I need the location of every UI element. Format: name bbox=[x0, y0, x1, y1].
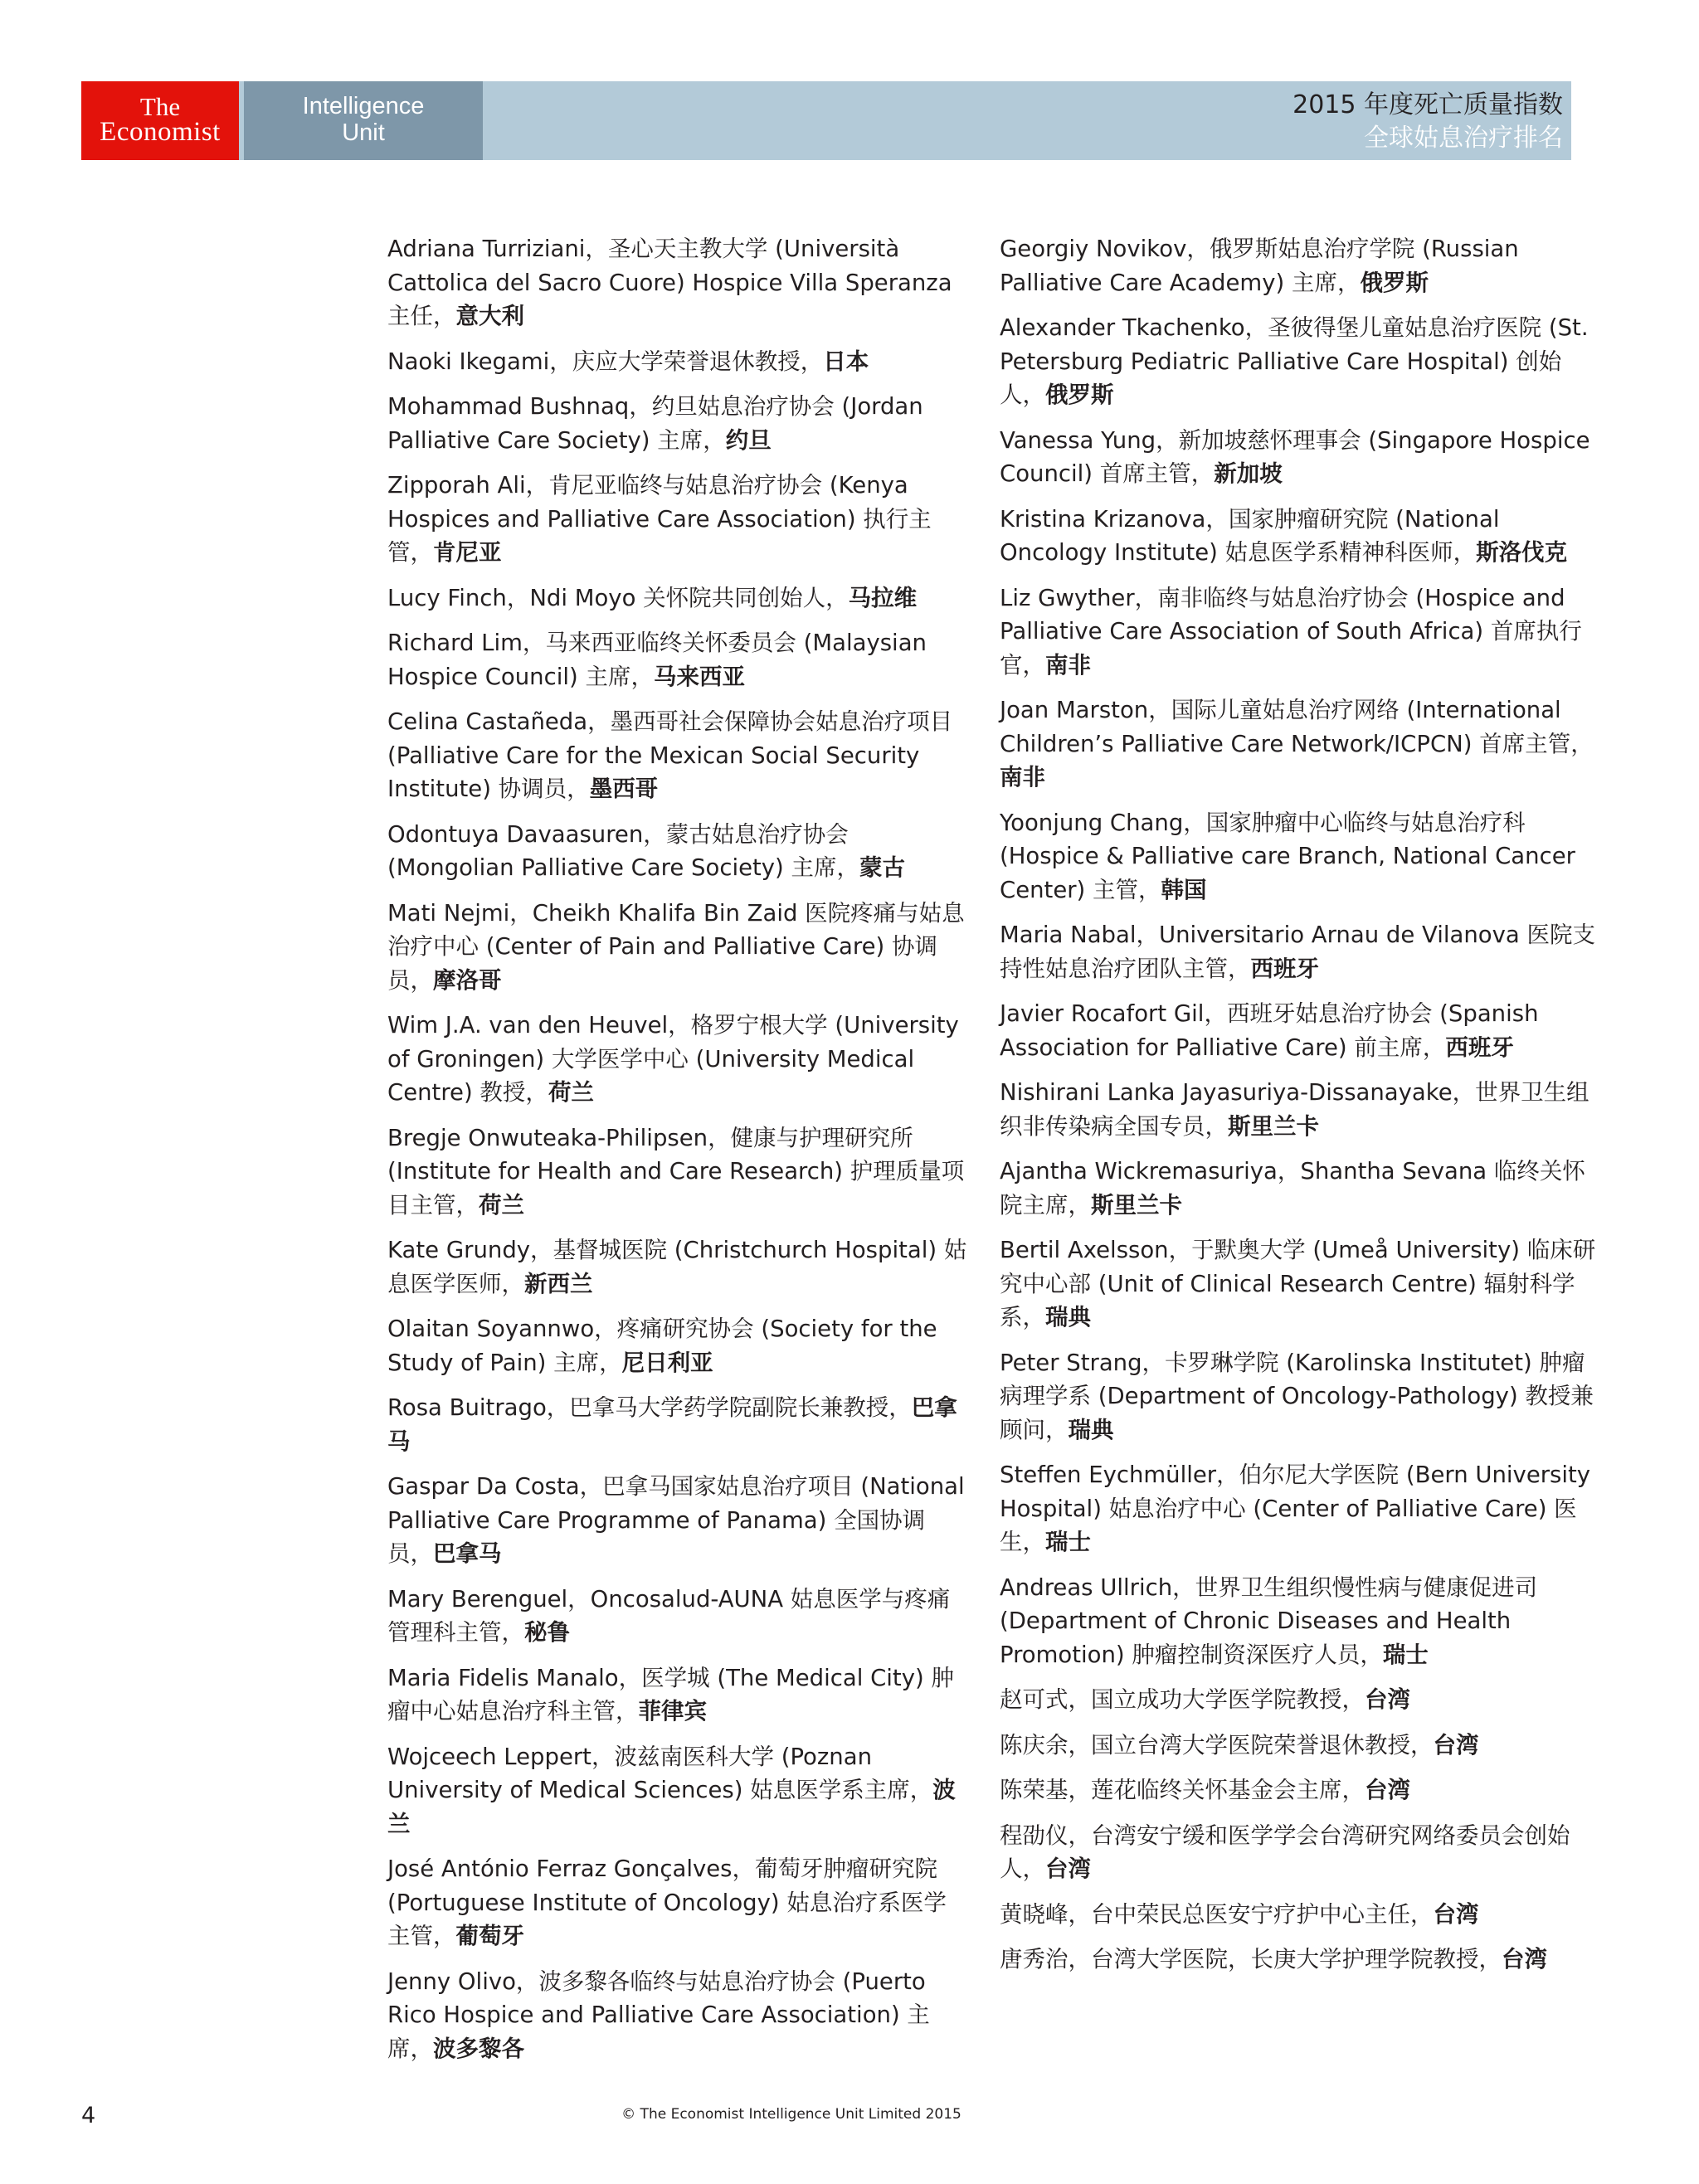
contributor-entry bbox=[1000, 1943, 1597, 1977]
contributor-entry bbox=[387, 626, 968, 693]
header-bar bbox=[81, 81, 1571, 160]
contributor-country: 斯里兰卡 bbox=[1228, 1112, 1319, 1140]
contributor-description: Joan Marston，国际儿童姑息治疗网络 (International Children’s Palliative Care Network/ICPCN) 首席主管， bbox=[1000, 697, 1594, 757]
contributor-description: 陈荣基，莲花临终关怀基金会主席， bbox=[1000, 1777, 1365, 1803]
contributor-country: 台湾 bbox=[1365, 1686, 1410, 1713]
contributor-entry bbox=[387, 345, 968, 379]
contributor-entry bbox=[1000, 1683, 1597, 1717]
contributor-description: Richard Lim，马来西亚临终关怀委员会 (Malaysian Hospice Council) 主席， bbox=[387, 630, 927, 690]
contributor-description: Wim J.A. van den Heuvel，格罗宁根大学 (University of Groningen) 大学医学中心 (University Medical Centre) 教授， bbox=[387, 1012, 959, 1106]
contributor-entry bbox=[1000, 1729, 1597, 1763]
contributor-country: 瑞士 bbox=[1045, 1529, 1091, 1555]
contributor-description: Nishirani Lanka Jayasuriya-Dissanayake，世界卫生组织非传染病全国专员， bbox=[1000, 1079, 1589, 1140]
contributor-country: 日本 bbox=[823, 348, 869, 375]
report-title: 2015 年度死亡质量指数 bbox=[1293, 90, 1563, 119]
contributor-description: Mary Berenguel，Oncosalud-AUNA 姑息医学与疼痛管理科主管， bbox=[387, 1585, 951, 1646]
report-subtitle: 全球姑息治疗排名 bbox=[1364, 124, 1563, 153]
contributor-country: 韩国 bbox=[1161, 876, 1207, 903]
contributor-country: 摩洛哥 bbox=[433, 966, 502, 994]
contributor-country: 斯里兰卡 bbox=[1091, 1191, 1182, 1218]
contributor-country: 西班牙 bbox=[1445, 1034, 1514, 1061]
contributor-description: Bertil Axelsson，于默奥大学 (Umeå University) 临床研究中心部 (Unit of Clinical Research Centre) 辐射科学系， bbox=[1000, 1237, 1596, 1330]
contributor-entry bbox=[1000, 1571, 1597, 1672]
contributor-description: Peter Strang，卡罗琳学院 (Karolinska Institutet) 肿瘤病理学系 (Department of Oncology-Pathology) 教授兼顾问， bbox=[1000, 1349, 1594, 1443]
contributor-country: 瑞典 bbox=[1045, 1304, 1091, 1330]
contributor-entry bbox=[387, 1583, 968, 1650]
contributor-country: 波兰 bbox=[387, 1777, 956, 1837]
contributor-country: 新西兰 bbox=[524, 1270, 593, 1297]
contributor-description: Alexander Tkachenko，圣彼得堡儿童姑息治疗医院 (St. Petersburg Pediatric Palliative Care Hospital) 创始人， bbox=[1000, 314, 1589, 408]
report-title-block bbox=[1293, 89, 1563, 155]
contributor-description: Odontuya Davaasuren，蒙古姑息治疗协会 (Mongolian Palliative Care Society) 主席， bbox=[387, 820, 860, 881]
contributor-country: 蒙古 bbox=[859, 854, 906, 881]
contributor-entry bbox=[1000, 1898, 1597, 1932]
contributor-description: Mati Nejmi，Cheikh Khalifa Bin Zaid 医院疼痛与姑息治疗中心 (Center of Pain and Palliative Care) 协调员， bbox=[387, 899, 965, 994]
contributor-country: 葡萄牙 bbox=[455, 1923, 524, 1949]
contributor-entry bbox=[387, 1312, 968, 1379]
contributor-entry bbox=[387, 232, 968, 333]
contributor-description: Javier Rocafort Gil，西班牙姑息治疗协会 (Spanish Association for Palliative Care) 前主席， bbox=[1000, 1000, 1539, 1061]
contributor-description: Maria Nabal，Universitario Arnau de Vilanova 医院支持性姑息治疗团队主管， bbox=[1000, 922, 1595, 982]
contributor-entry bbox=[1000, 918, 1597, 985]
contributor-country: 南非 bbox=[1000, 764, 1045, 790]
contributor-country: 墨西哥 bbox=[589, 776, 659, 802]
contributor-country: 台湾 bbox=[1365, 1777, 1410, 1803]
contributor-country: 巴拿马 bbox=[433, 1540, 502, 1567]
contributor-country: 荷兰 bbox=[479, 1191, 524, 1218]
contributor-description: Wojceech Leppert，波兹南医科大学 (Poznan University of Medical Sciences) 姑息医学系主席， bbox=[387, 1743, 933, 1803]
logo-intelligence: Intelligence bbox=[302, 93, 425, 119]
contributor-country: 意大利 bbox=[455, 303, 524, 329]
contributor-description: Bregje Onwuteaka-Philipsen，健康与护理研究所 (Institute for Health and Care Research) 护理质量项目主管， bbox=[387, 1124, 965, 1218]
contributor-description: Mohammad Bushnaq，约旦姑息治疗协会 (Jordan Palliative Care Society) 主席， bbox=[387, 393, 923, 454]
contributor-description: Gaspar Da Costa，巴拿马国家姑息治疗项目 (National Palliative Care Programme of Panama) 全国协调员， bbox=[387, 1473, 965, 1567]
contributor-entry bbox=[1000, 311, 1597, 412]
copyright-notice: © The Economist Intelligence Unit Limited 2015 bbox=[621, 2106, 961, 2123]
contributor-country: 俄罗斯 bbox=[1045, 382, 1114, 408]
contributor-description: Liz Gwyther，南非临终与姑息治疗协会 (Hospice and Palliative Care Association of South Africa) 首席执行官， bbox=[1000, 584, 1582, 679]
contributor-entry bbox=[1000, 997, 1597, 1064]
contributor-entry bbox=[387, 1121, 968, 1223]
contributor-entry bbox=[1000, 1076, 1597, 1143]
contributor-country: 尼日利亚 bbox=[621, 1349, 713, 1376]
contributor-country: 肯尼亚 bbox=[433, 539, 502, 566]
contributor-description: Adriana Turriziani，圣心天主教大学 (Università Cattolica del Sacro Cuore) Hospice Villa Speranza 主任， bbox=[387, 236, 952, 329]
contributor-description: 程劭仪，台湾安宁缓和医学学会台湾研究网络委员会创始人， bbox=[1000, 1822, 1570, 1882]
contributor-entry bbox=[387, 1233, 968, 1301]
contributor-entry bbox=[1000, 232, 1597, 299]
contributor-description: Yoonjung Chang，国家肿瘤中心临终与姑息治疗科(Hospice & Palliative care Branch, National Cancer Center) 主管， bbox=[1000, 809, 1575, 903]
contributor-description: Ajantha Wickremasuriya，Shantha Sevana 临终关怀院主席， bbox=[1000, 1158, 1585, 1218]
contributor-description: 赵可式，国立成功大学医学院教授， bbox=[1000, 1686, 1365, 1713]
contributor-country: 约旦 bbox=[725, 426, 772, 454]
contributor-entry bbox=[1000, 503, 1597, 570]
contributor-entry bbox=[387, 1852, 968, 1953]
contributor-entry bbox=[1000, 1346, 1597, 1447]
contributor-entry bbox=[1000, 1155, 1597, 1222]
contributor-country: 台湾 bbox=[1045, 1856, 1091, 1882]
contributor-description: Rosa Buitrago，巴拿马大学药学院副院长兼教授， bbox=[387, 1394, 912, 1421]
contributor-description: Maria Fidelis Manalo，医学城 (The Medical City) 肿瘤中心姑息治疗科主管， bbox=[387, 1664, 954, 1724]
contributor-entry bbox=[1000, 1233, 1597, 1335]
contributor-entry bbox=[387, 581, 968, 615]
logo-economist-text: Economist bbox=[100, 117, 221, 147]
contributor-country: 马拉维 bbox=[848, 584, 918, 611]
contributor-description: Jenny Olivo，波多黎各临终与姑息治疗协会 (Puerto Rico Hospice and Palliative Care Association) 主席， bbox=[387, 1968, 930, 2062]
contributor-description: 唐秀治，台湾大学医院，长庚大学护理学院教授， bbox=[1000, 1946, 1502, 1972]
contributor-description: Lucy Finch，Ndi Moyo 关怀院共同创始人， bbox=[387, 584, 849, 611]
contributor-description: 陈庆余，国立台湾大学医院荣誉退休教授， bbox=[1000, 1731, 1434, 1758]
logo-the: The bbox=[139, 92, 181, 121]
contributor-description: Zipporah Ali，肯尼亚临终与姑息治疗协会 (Kenya Hospices and Palliative Care Association) 执行主管， bbox=[387, 472, 932, 566]
page-number: 4 bbox=[81, 2103, 96, 2128]
contributor-description: Georgiy Novikov，俄罗斯姑息治疗学院 (Russian Palliative Care Academy) 主席， bbox=[1000, 236, 1519, 296]
contributor-entry bbox=[387, 1965, 968, 2066]
contributor-country: 新加坡 bbox=[1214, 460, 1283, 487]
contributor-country: 西班牙 bbox=[1250, 955, 1319, 982]
contributor-entry bbox=[1000, 424, 1597, 491]
contributor-country: 巴拿马 bbox=[387, 1394, 957, 1455]
contributor-country: 秘鲁 bbox=[524, 1619, 570, 1646]
contributor-description: Naoki Ikegami，庆应大学荣誉退休教授， bbox=[387, 348, 824, 375]
contributor-country: 台湾 bbox=[1502, 1946, 1547, 1972]
contributor-entry bbox=[387, 818, 968, 885]
contributor-description: José António Ferraz Gonçalves，葡萄牙肿瘤研究院 (Portuguese Institute of Oncology) 姑息治疗系医学主管， bbox=[387, 1856, 947, 1949]
contributor-entry bbox=[1000, 806, 1597, 907]
left-column bbox=[387, 232, 968, 2077]
contributor-country: 波多黎各 bbox=[433, 2035, 524, 2062]
contributor-country: 台湾 bbox=[1433, 1731, 1479, 1758]
economist-logo bbox=[81, 81, 239, 160]
contributor-description: Olaitan Soyannwo，疼痛研究协会 (Society for the Study of Pain) 主席， bbox=[387, 1316, 937, 1376]
logo-unit-text: Unit bbox=[342, 119, 385, 146]
contributor-country: 瑞士 bbox=[1382, 1641, 1429, 1668]
contributor-entry bbox=[1000, 1458, 1597, 1559]
contributor-country: 马来西亚 bbox=[653, 663, 745, 690]
contributor-country: 俄罗斯 bbox=[1360, 269, 1429, 296]
contributor-entry bbox=[1000, 693, 1597, 795]
contributor-description: Celina Castañeda，墨西哥社会保障协会姑息治疗项目 (Palliative Care for the Mexican Social Security Institute) 协调员， bbox=[387, 708, 953, 802]
contributor-entry bbox=[387, 1009, 968, 1110]
contributor-country: 台湾 bbox=[1433, 1900, 1479, 1928]
contributor-entry bbox=[1000, 581, 1597, 683]
contributor-description: Kristina Krizanova，国家肿瘤研究院 (National Oncology Institute) 姑息医学系精神科医师， bbox=[1000, 505, 1500, 566]
right-column bbox=[1000, 232, 1597, 1988]
contributor-country: 荷兰 bbox=[548, 1079, 594, 1106]
contributor-entry bbox=[387, 1391, 968, 1458]
contributor-country: 菲律宾 bbox=[638, 1698, 707, 1724]
contributor-description: Steffen Eychmüller，伯尔尼大学医院 (Bern University Hospital) 姑息治疗中心 (Center of Palliative Care) 医生， bbox=[1000, 1462, 1591, 1555]
contributor-description: 黄晓峰，台中荣民总医安宁疗护中心主任， bbox=[1000, 1900, 1434, 1928]
contributor-entry bbox=[387, 1661, 968, 1729]
contributor-entry bbox=[387, 390, 968, 457]
contributor-description: Andreas Ullrich，世界卫生组织慢性病与健康促进司 (Department of Chronic Diseases and Health Promotion) 肿瘤控制资深医疗人员， bbox=[1000, 1574, 1538, 1668]
intelligence-unit-logo bbox=[244, 81, 483, 160]
contributor-country: 南非 bbox=[1045, 651, 1091, 679]
contributor-country: 斯洛伐克 bbox=[1476, 539, 1568, 566]
contributor-country: 瑞典 bbox=[1068, 1416, 1114, 1443]
contributor-description: Kate Grundy，基督城医院 (Christchurch Hospital) 姑息医学医师， bbox=[387, 1237, 967, 1297]
contributor-description: Vanessa Yung，新加坡慈怀理事会 (Singapore Hospice Council) 首席主管， bbox=[1000, 426, 1590, 487]
contributor-entry bbox=[387, 469, 968, 570]
contributor-entry bbox=[1000, 1773, 1597, 1807]
contributor-entry bbox=[1000, 1819, 1597, 1886]
contributor-entry bbox=[387, 705, 968, 806]
contributor-entry bbox=[387, 897, 968, 998]
contributor-entry bbox=[387, 1470, 968, 1571]
contributor-entry bbox=[387, 1740, 968, 1841]
